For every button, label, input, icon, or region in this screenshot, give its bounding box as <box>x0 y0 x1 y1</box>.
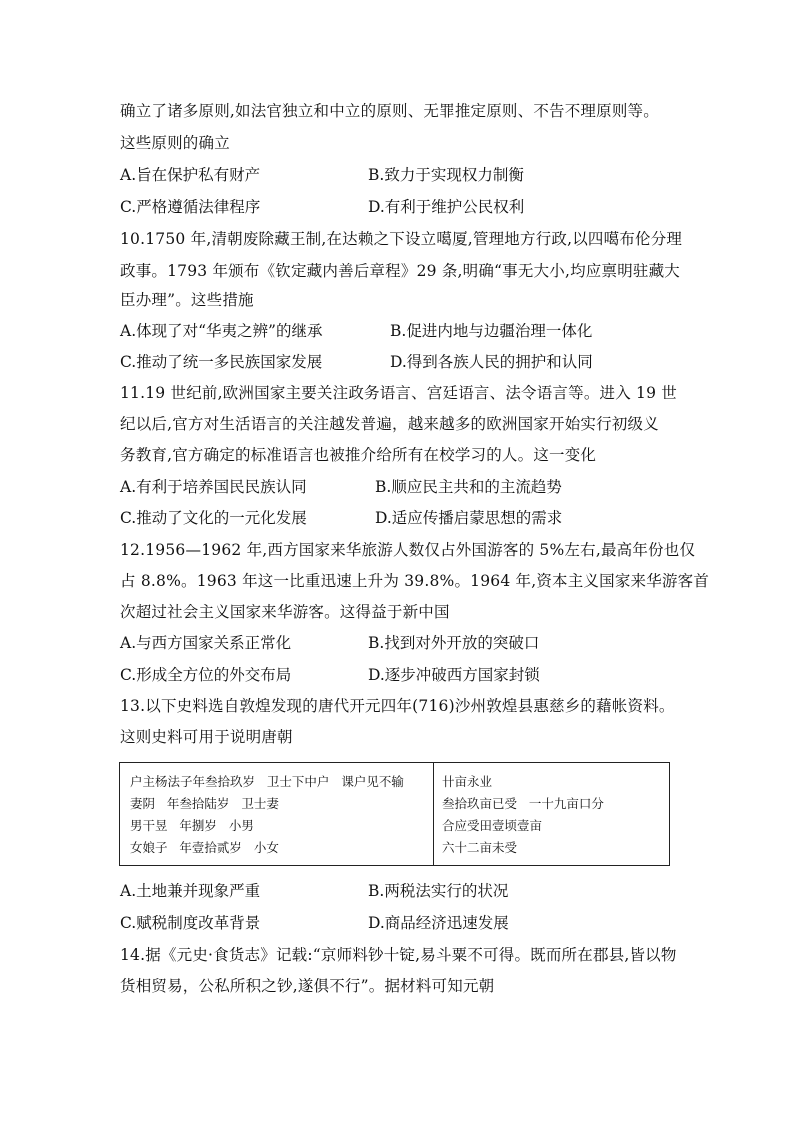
q12-stem-line-1: 12.1956—1962 年,西方国家来华旅游人数仅占外国游客的 5%左右,最高年份也仅 <box>120 541 696 559</box>
q10-stem-line-2: 政事。1793 年颁布《钦定藏内善后章程》29 条,明确“事无大小,均应禀明驻藏大 <box>120 262 681 280</box>
q9-stem-line-1: 确立了诸多原则,如法官独立和中立的原则、无罪推定原则、不告不理原则等。 <box>120 102 659 120</box>
q12-stem-line-3: 次超过社会主义国家来华游客。这得益于新中国 <box>120 603 450 621</box>
q12-option-b: B.找到对外开放的突破口 <box>368 634 540 652</box>
land-row-entitled: 合应受田壹顷壹亩 <box>442 818 543 833</box>
q10-option-d: D.得到各族人民的拥护和认同 <box>390 353 593 371</box>
register-row-wife: 妻阴 年叁拾陆岁 卫士妻 <box>130 796 279 811</box>
q11-option-b: B.顺应民主共和的主流趋势 <box>375 478 562 496</box>
q11-option-a: A.有利于培养国民民族认同 <box>120 478 307 496</box>
q11-stem-line-2: 纪以后,官方对生活语言的关注越发普遍，越来越多的欧洲国家开始实行初级义 <box>120 415 659 433</box>
q13-stem-line-1: 13.以下史料选自敦煌发现的唐代开元四年(716)沙州敦煌县惠慈乡的藉帐资料。 <box>120 697 675 715</box>
register-row-daughter: 女娘子 年壹拾贰岁 小女 <box>130 840 279 855</box>
q14-stem-line-2: 货相贸易，公私所积之钞,遂俱不行”。据材料可知元朝 <box>120 977 495 995</box>
q9-option-c: C.严格遵循法律程序 <box>120 198 261 216</box>
q11-option-d: D.适应传播启蒙思想的需求 <box>375 509 563 527</box>
register-row-head: 户主杨法子年叁拾玖岁 卫士下中户 课户见不输 <box>130 774 404 789</box>
q13-option-a: A.土地兼并现象严重 <box>120 882 261 900</box>
q12-stem-line-2: 占 8.8%。1963 年这一比重迅速上升为 39.8%。1964 年,资本主义国家来华游客首 <box>120 572 710 590</box>
q9-option-b: B.致力于实现权力制衡 <box>368 166 524 184</box>
land-row-unreceived: 六十二亩未受 <box>442 840 518 855</box>
q10-option-c: C.推动了统一多民族国家发展 <box>120 353 323 371</box>
register-land-column <box>434 763 669 865</box>
q12-option-c: C.形成全方位的外交布局 <box>120 666 292 684</box>
q10-option-b: B.促进内地与边疆治理一体化 <box>390 322 593 340</box>
q11-option-c: C.推动了文化的一元化发展 <box>120 509 307 527</box>
q10-option-a: A.体现了对“华夷之辨”的继承 <box>120 322 323 340</box>
q13-stem-line-2: 这则史料可用于说明唐朝 <box>120 728 293 746</box>
land-row-yongye: 卄亩永业 <box>442 774 493 789</box>
land-row-received: 叁拾玖亩已受 一十九亩口分 <box>442 796 604 811</box>
register-household-column <box>120 763 434 865</box>
q11-stem-line-3: 务教育,官方确定的标准语言也被推介给所有在校学习的人。这一变化 <box>120 446 597 464</box>
q10-stem-line-3: 臣办理”。这些措施 <box>120 291 254 309</box>
register-row-son: 男干昱 年捌岁 小男 <box>130 818 254 833</box>
q12-option-a: A.与西方国家关系正常化 <box>120 634 292 652</box>
q14-stem-line-1: 14.据《元史·食货志》记载:“京师料钞十锭,易斗粟不可得。既而所在郡县,皆以物 <box>120 946 677 964</box>
q11-stem-line-1: 11.19 世纪前,欧洲国家主要关注政务语言、宫廷语言、法令语言等。进入 19 世 <box>120 384 678 402</box>
q12-option-d: D.逐步冲破西方国家封锁 <box>368 666 540 684</box>
q13-option-d: D.商品经济迅速发展 <box>368 914 509 932</box>
household-register-table <box>119 762 670 866</box>
q9-stem-line-2: 这些原则的确立 <box>120 134 230 152</box>
q13-option-b: B.两税法实行的状况 <box>368 882 509 900</box>
q9-option-a: A.旨在保护私有财产 <box>120 166 261 184</box>
q10-stem-line-1: 10.1750 年,清朝废除藏王制,在达赖之下设立噶厦,管理地方行政,以四噶布伦分理 <box>120 230 683 248</box>
q13-option-c: C.赋税制度改革背景 <box>120 914 261 932</box>
q9-option-d: D.有利于维护公民权利 <box>368 198 525 216</box>
